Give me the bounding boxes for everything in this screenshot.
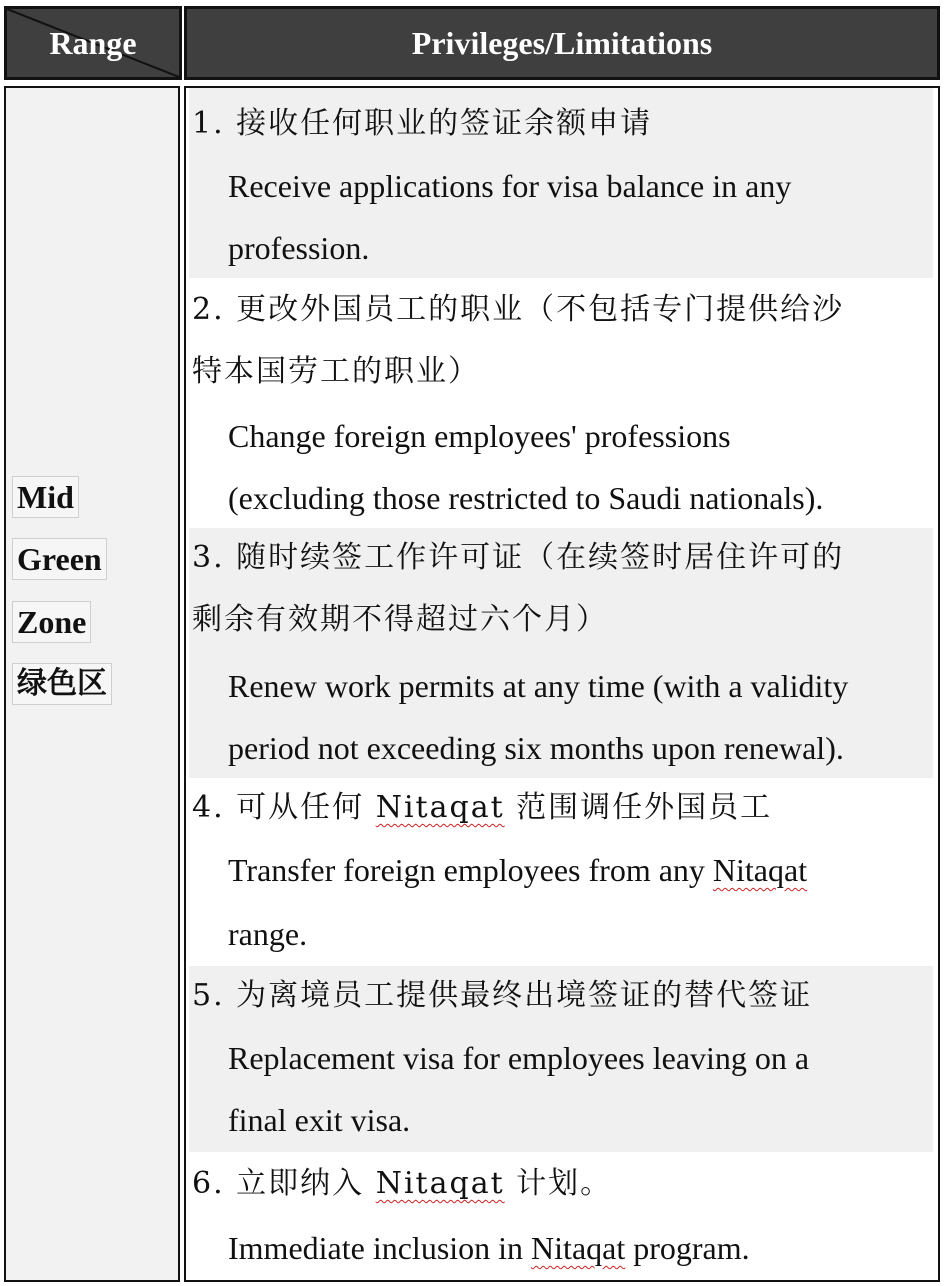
item-2-chinese-line-1: 2. 更改外国员工的职业（不包括专门提供给沙	[192, 292, 845, 327]
range-header	[4, 6, 182, 80]
item-4-english-line-1	[192, 850, 807, 890]
item-1-english-line-2: profession.	[228, 230, 370, 266]
privilege-item-4	[189, 778, 933, 966]
item-6-chinese-part-2: 计划。	[504, 1166, 613, 1201]
privileges-header	[184, 6, 940, 80]
item-6-english	[192, 1228, 750, 1268]
item-4-english-part-1: Transfer foreign employees from any	[228, 852, 713, 888]
item-4-english-term: Nitaqat	[712, 852, 808, 888]
item-2-english-line-2: (excluding those restricted to Saudi nationals).	[228, 480, 824, 516]
range-word-zone: Zone	[12, 601, 91, 643]
range-cell	[4, 86, 180, 1282]
item-2-chinese-line-2: 特本国劳工的职业）	[192, 354, 480, 389]
item-4-english-line-2: range.	[228, 916, 308, 952]
item-5-english-line-2: final exit visa.	[228, 1102, 411, 1138]
privilege-item-5	[189, 966, 933, 1152]
privilege-item-6	[189, 1152, 933, 1280]
item-5-english-line-1: Replacement visa for employees leaving on a	[228, 1040, 810, 1076]
item-6-english-part-1: Immediate inclusion in	[228, 1230, 532, 1266]
item-4-chinese-part-1: 4. 可从任何	[192, 790, 376, 825]
item-6-chinese-part-1: 6. 立即纳入	[192, 1166, 376, 1201]
item-3-chinese-line-2: 剩余有效期不得超过六个月）	[192, 602, 608, 637]
item-6-english-term: Nitaqat	[531, 1230, 626, 1266]
item-3-chinese-line-1: 3. 随时续签工作许可证（在续签时居住许可的	[192, 540, 845, 575]
item-3-english-line-2: period not exceeding six months upon renewal).	[228, 730, 844, 766]
item-4-chinese-part-2: 范围调任外国员工	[504, 790, 773, 825]
range-word-chinese: 绿色区	[12, 663, 112, 705]
range-word-green: Green	[12, 538, 107, 580]
item-1-english-line-1: Receive applications for visa balance in any	[228, 168, 792, 204]
item-6-english-part-2: program.	[625, 1230, 750, 1266]
item-4-chinese	[192, 788, 772, 828]
item-1-chinese: 1. 接收任何职业的签证余额申请	[192, 106, 653, 141]
item-3-english-line-1: Renew work permits at any time (with a validity	[228, 668, 849, 704]
item-6-chinese	[192, 1164, 612, 1204]
range-header-label: Range	[49, 24, 137, 61]
item-2-english-line-1: Change foreign employees' professions	[228, 418, 731, 454]
privilege-item-1	[189, 88, 933, 278]
item-5-chinese: 5. 为离境员工提供最终出境签证的替代签证	[192, 978, 813, 1013]
privilege-item-2	[189, 278, 933, 528]
item-6-chinese-term: Nitaqat	[375, 1166, 505, 1201]
item-4-chinese-term: Nitaqat	[375, 790, 505, 825]
privilege-item-3	[189, 528, 933, 778]
privileges-header-label: Privileges/Limitations	[411, 24, 713, 61]
privileges-cell	[184, 86, 940, 1282]
range-word-mid: Mid	[12, 476, 79, 518]
